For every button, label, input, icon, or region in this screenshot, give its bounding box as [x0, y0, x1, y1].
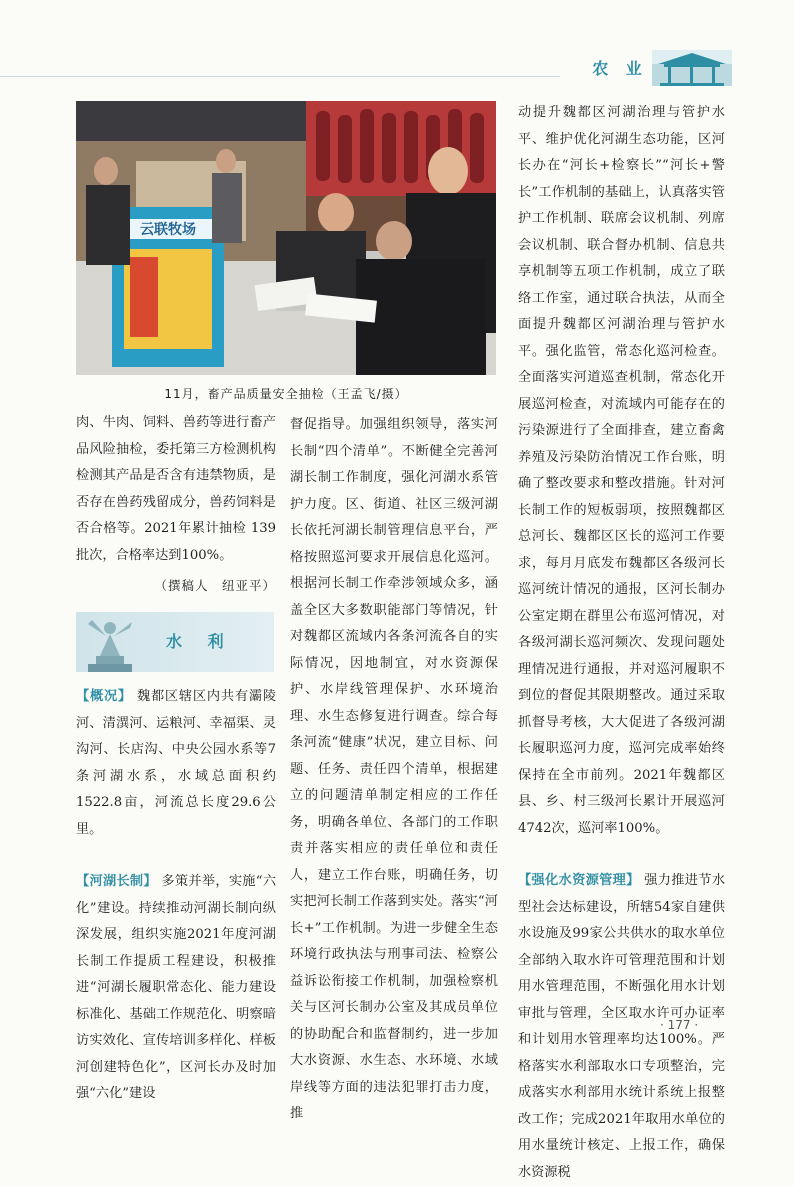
column-middle [290, 412, 498, 1128]
column-left-lower [76, 684, 276, 1108]
river-chief-text: 多策并举，实施“六化”建设。持续推动河湖长制向纵深发展，组织实施2021年度河湖长制工作提质工程建设，积极推进“河湖长履职常态化、能力建设标准化、基础工作规范化、明察暗访实效化、宣传培训多样化、样板河创建特色化”，区河长办及时加强“六化”建设 [76, 874, 277, 1101]
water-management-tag: 【强化水资源管理】 [518, 873, 640, 888]
right-paragraph: 动提升魏都区河湖治理与管护水平、维护优化河湖生态功能，区河长办在“河长+检察长”“河长+警长”工作机制的基础上，认真落实管护工作机制、联席会议机制、列席会议机制、联合督办机制、信息共享机制等五项工作机制，成立了联络工作室，通过联合执法，从而全面提升魏都区河湖治理与管护水平。强化监管，常态化巡河检查。全面落实河道巡查机制，常态化开展巡河检查，对流域内可能存在的污染源进行了全面排查，建立畜禽养殖及污染防治情况工作台账，明确了整改要求和整改措施。针对河长制工作的短板弱项，按照魏都区总河长、魏都区区长的巡河工作要求，每月月底发布魏都区各级河长巡河统计情况的通报，区河长制办公室定期在群里公布巡河情况，对各级河湖长巡河频次、发现问题处理情况进行通报，并对巡河履职不到位的督促其限期整改。通过采取抓督导考核，大大促进了各级河湖长履职巡河力度，巡河完成率始终保持在全市前列。2021年魏都区县、乡、村三级河长累计开展巡河4742次，巡河率100%。 [518, 105, 725, 836]
livestock-paragraph: 肉、牛肉、饲料、兽药等进行畜产品风险抽检，委托第三方检测机构检测其产品是否含有违禁物质，是否存在兽药残留成分，兽药饲料是否合格等。2021年累计抽检 139批次，合格率达到100%。 [76, 415, 276, 563]
inspection-photo [76, 101, 496, 375]
column-left [76, 410, 276, 600]
middle-paragraph: 督促指导。加强组织领导，落实河长制“四个清单”。不断健全完善河湖长制工作制度，强化河湖水系管护力度。区、街道、社区三级河湖长依托河湖长制管理信息平台，严格按照巡河要求开展信息化巡河。根据河长制工作牵涉领域众多，涵盖全区大多数职能部门等情况，针对魏都区流域内各条河流各自的实际情况，因地制宜，对水资源保护、水岸线管理保护、水环境治理、水生态修复进行调查。综合每条河流“健康”状况，建立目标、问题、任务、责任四个清单，根据建立的问题清单制定相应的工作任务，明确各单位、各部门的工作职责并落实相应的责任单位和责任人，建立工作台账，明确任务，切实把河长制工作落到实处。落实“河长+”工作机制。为进一步健全生态环境行政执法与刑事司法、检察公益诉讼衔接工作机制，加强检察机关与区河长制办公室及其成员单位的协助配合和监督制约，进一步加大水资源、水生态、水环境、水域岸线等方面的违法犯罪打击力度，推 [290, 417, 498, 1121]
page-number: · 177 · [660, 1018, 699, 1032]
river-chief-tag: 【河湖长制】 [76, 874, 157, 889]
pavilion-icon [652, 50, 732, 86]
page-header [0, 48, 794, 90]
figure-caption: 11月，畜产品质量安全抽检（王孟飞/摄） [164, 387, 408, 401]
byline: （撰稿人 纽亚平） [154, 578, 276, 593]
header-rule [0, 76, 560, 77]
overview-paragraph [76, 684, 276, 843]
statue-icon [80, 612, 150, 672]
subsection-title: 水 利 [166, 632, 234, 651]
sign-text: 云联牧场 [140, 222, 196, 238]
overview-text: 魏都区辖区内共有灞陵河、清潩河、运粮河、幸福渠、灵沟河、长店沟、中央公园水系等7条河湖水系，水域总面积约1522.8亩，河流总长度29.6公里。 [76, 689, 277, 837]
water-management-text: 强力推进节水型社会达标建设，所辖54家自建供水设施及99家公共供水的取水单位全部纳入取水许可管理范围和计划用水管理范围，不断强化用水计划审批与管理，全区取水许可办证率和计划用水管理率均达100%。严格落实水利部取水口专项整治，完成落实水利部用水统计系统上报整改工作；完成2021年取用水单位的用水量统计核定、上报工作，确保水资源税 [518, 873, 726, 1180]
subsection-banner [76, 612, 274, 672]
section-title: 农 业 [592, 59, 648, 78]
overview-tag: 【概况】 [76, 689, 132, 704]
river-chief-paragraph [76, 869, 276, 1108]
